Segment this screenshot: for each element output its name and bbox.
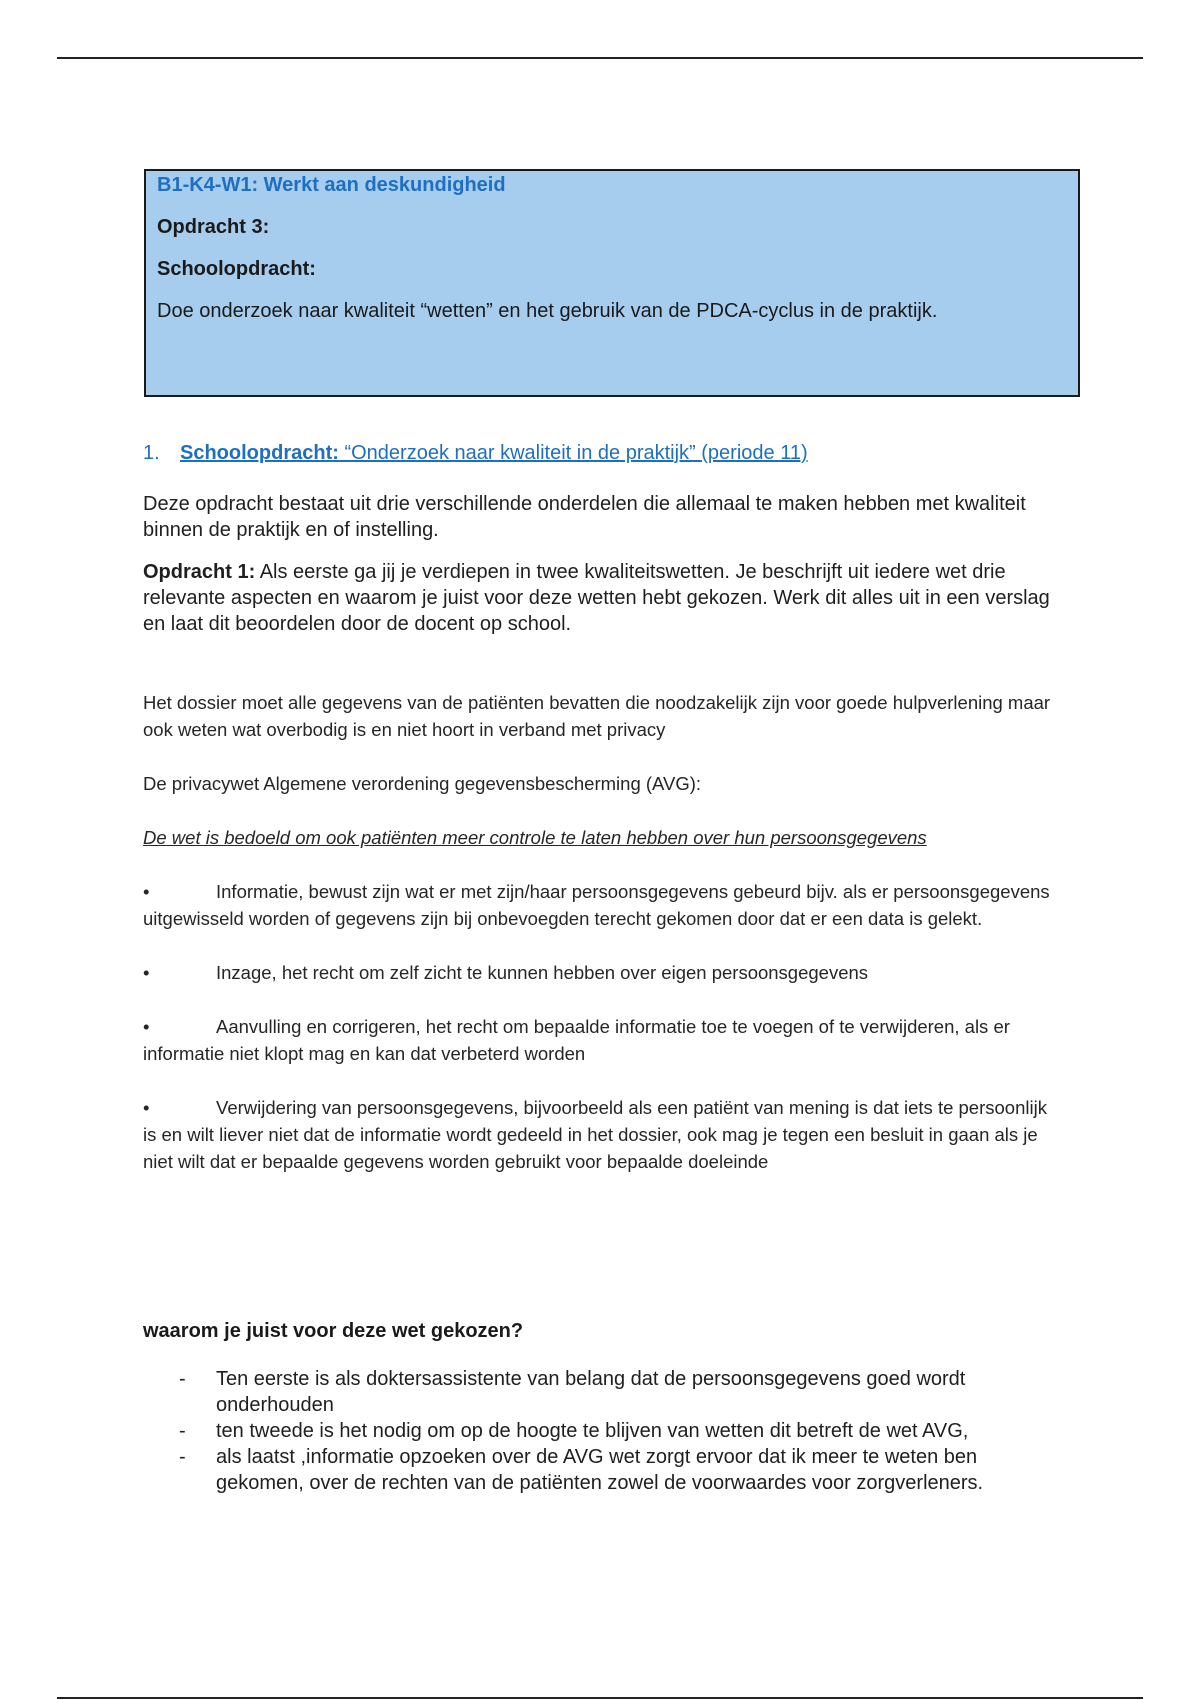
dash-marker: - bbox=[179, 1368, 186, 1390]
assignment-header-box bbox=[144, 169, 1080, 397]
bullet-text: Inzage, het recht om zelf zicht te kunnen hebben over eigen persoonsgegevens bbox=[216, 962, 869, 983]
bullet-text: Informatie, bewust zijn wat er met zijn/haar persoonsgegevens gebeurd bijv. als er persoonsgegevens uitgewisseld worden of gegevens zijn bij onbevoegden terecht gekomen door dat er een data is gelekt. bbox=[143, 881, 1050, 929]
why-list-item bbox=[143, 1418, 1063, 1444]
intro-paragraph: Deze opdracht bestaat uit drie verschillende onderdelen die allemaal te maken hebben met kwaliteit binnen de praktijk en of instelling. bbox=[143, 493, 1026, 541]
top-rule bbox=[57, 57, 1143, 59]
bullet-text: Aanvulling en corrigeren, het recht om bepaalde informatie toe te voegen of te verwijderen, als er informatie niet klopt mag en kan dat verbeterd worden bbox=[143, 1016, 1010, 1064]
header-description: Doe onderzoek naar kwaliteit “wetten” en het gebruik van de PDCA-cyclus in de praktijk. bbox=[157, 300, 938, 322]
bullet-dot: • bbox=[143, 881, 150, 902]
bullet-dot: • bbox=[143, 1097, 150, 1118]
document-content bbox=[143, 442, 1063, 1496]
why-list-item bbox=[143, 1366, 1063, 1418]
section-heading bbox=[143, 442, 1063, 465]
bottom-rule bbox=[57, 1697, 1143, 1699]
why-item-text: Ten eerste is als doktersassistente van belang dat de persoonsgegevens goed wordt onderhouden bbox=[216, 1368, 966, 1416]
why-list bbox=[143, 1366, 1063, 1496]
why-list-item bbox=[143, 1444, 1063, 1496]
purpose-paragraph: De wet is bedoeld om ook patiënten meer controle te laten hebben over hun persoonsgegevens bbox=[143, 827, 927, 848]
opdracht1-paragraph bbox=[143, 559, 1063, 637]
bullet-item bbox=[143, 1094, 1063, 1175]
bullet-text: Verwijdering van persoonsgegevens, bijvoorbeeld als een patiënt van mening is dat iets te persoonlijk is en wilt liever niet dat de informatie wordt gedeeld in het dossier, ook mag je tegen een besluit in gaan als je niet wilt dat er bepaalde gegevens worden gebruikt voor bepaalde doeleinde bbox=[143, 1097, 1047, 1172]
header-assignment: Opdracht 3: bbox=[157, 216, 270, 238]
section-link[interactable] bbox=[180, 442, 808, 464]
section-number: 1. bbox=[143, 442, 160, 464]
dash-marker: - bbox=[179, 1446, 186, 1468]
section-link-bold: Schoolopdracht: bbox=[180, 442, 339, 464]
opdracht1-text: Als eerste ga jij je verdiepen in twee kwaliteitswetten. Je beschrijft uit iedere wet drie relevante aspecten en waarom je juist voor deze wetten hebt gekozen. Werk dit alles uit in een verslag en laat dit beoordelen door de docent op school. bbox=[143, 561, 1050, 635]
bullet-item bbox=[143, 878, 1063, 932]
bullet-dot: • bbox=[143, 962, 150, 983]
avg-section bbox=[143, 689, 1063, 1175]
privacy-law-paragraph: De privacywet Algemene verordening gegevensbescherming (AVG): bbox=[143, 773, 702, 794]
section-link-rest: “Onderzoek naar kwaliteit in de praktijk” (periode 11) bbox=[338, 442, 808, 464]
header-school-assignment: Schoolopdracht: bbox=[157, 258, 316, 280]
header-title: B1-K4-W1: Werkt aan deskundigheid bbox=[157, 174, 506, 196]
why-item-text: als laatst ,informatie opzoeken over de AVG wet zorgt ervoor dat ik meer te weten ben gekomen, over de rechten van de patiënten zowel de voorwaardes voor zorgverleners. bbox=[216, 1446, 984, 1494]
bullet-dot: • bbox=[143, 1016, 150, 1037]
dossier-paragraph: Het dossier moet alle gegevens van de patiënten bevatten die noodzakelijk zijn voor goede hulpverlening maar ook weten wat overbodig is en niet hoort in verband met privacy bbox=[143, 692, 1051, 740]
bullet-item bbox=[143, 1013, 1063, 1067]
opdracht1-label: Opdracht 1: bbox=[143, 561, 256, 583]
dash-marker: - bbox=[179, 1420, 186, 1442]
why-item-text: ten tweede is het nodig om op de hoogte te blijven van wetten dit betreft de wet AVG, bbox=[216, 1420, 969, 1442]
bullet-item bbox=[143, 959, 1063, 986]
why-heading: waarom je juist voor deze wet gekozen? bbox=[143, 1320, 524, 1342]
